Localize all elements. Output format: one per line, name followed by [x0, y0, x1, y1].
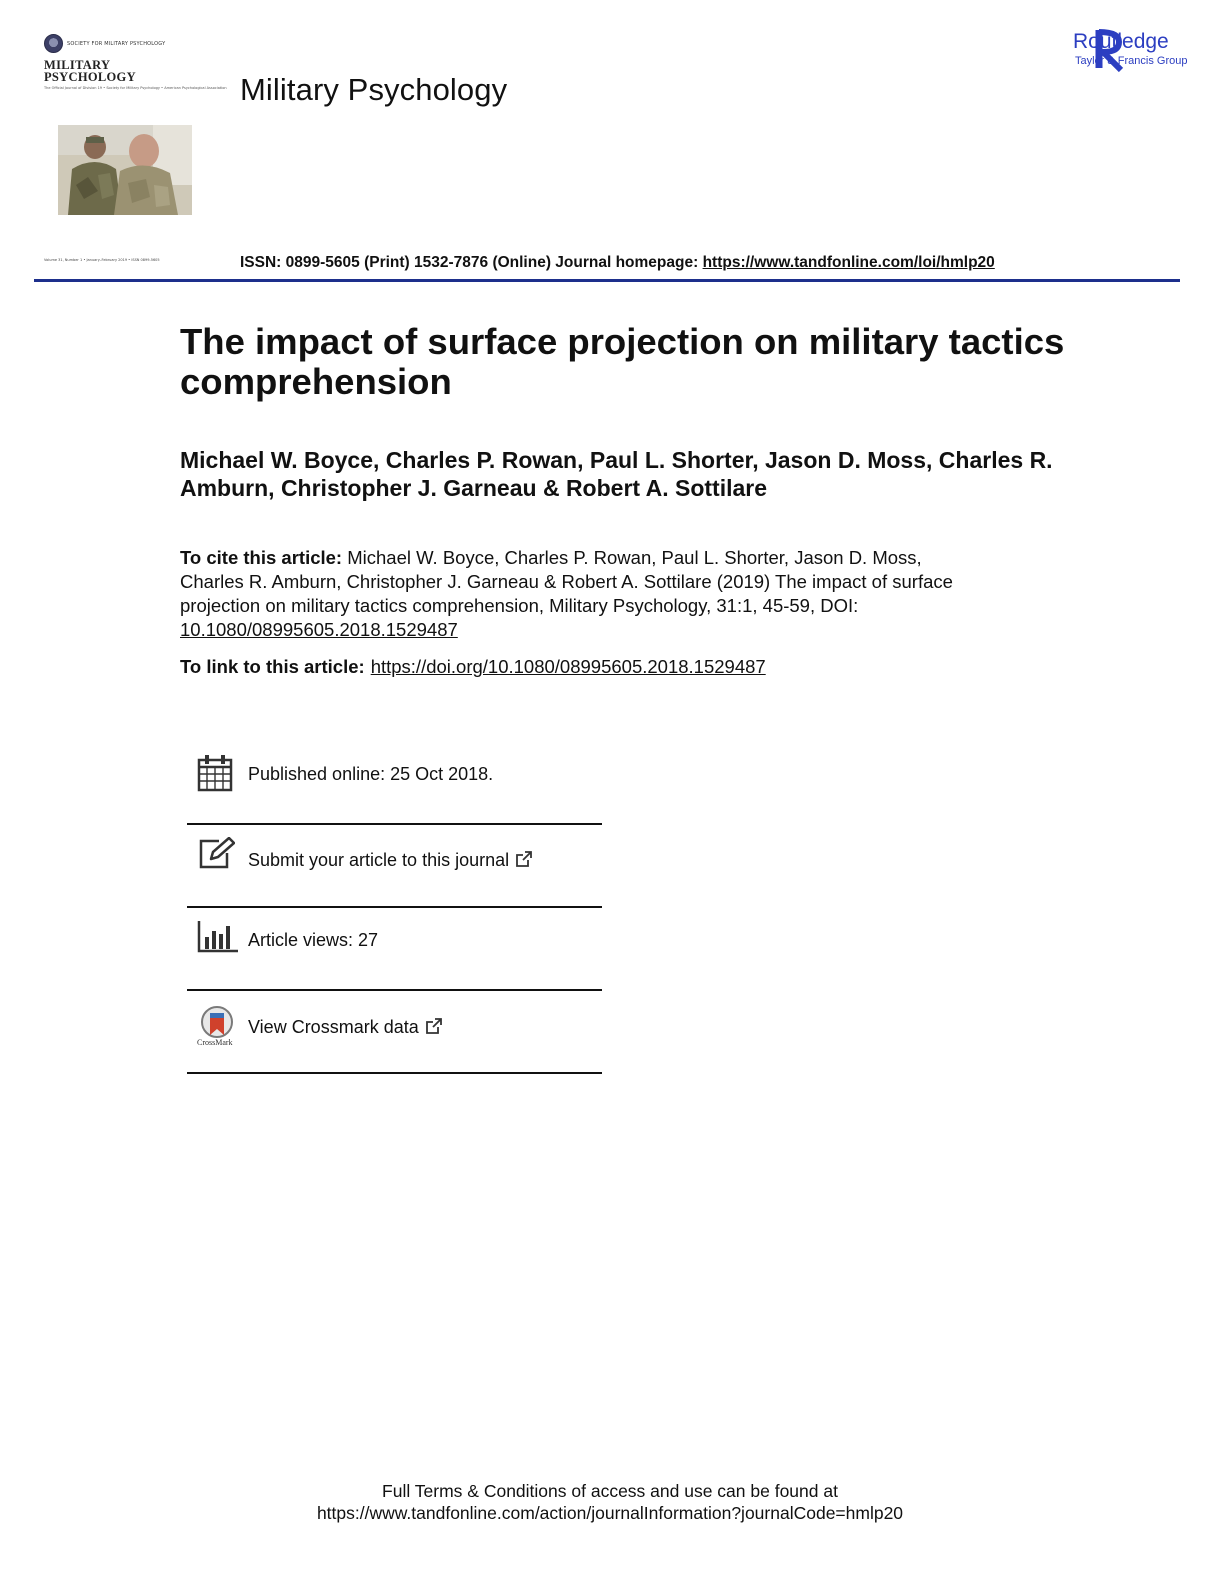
footer-terms-text: Full Terms & Conditions of access and use can be found at	[382, 1481, 838, 1501]
crossmark-row[interactable]	[187, 1005, 602, 1055]
cover-masthead	[44, 59, 204, 83]
published-date: Published online: 25 Oct 2018.	[248, 764, 494, 784]
article-authors: Michael W. Boyce, Charles P. Rowan, Paul L. Shorter, Jason D. Moss, Charles R. Amburn, Christopher J. Garneau & Robert A. Sottilare	[180, 447, 1053, 501]
article-doi-link[interactable]: https://doi.org/10.1080/08995605.2018.1529487	[370, 656, 766, 677]
info-divider	[187, 906, 602, 908]
citation-doi-link[interactable]: 10.1080/08995605.2018.1529487	[180, 619, 458, 640]
masthead-line-2: PSYCHOLOGY	[44, 70, 136, 84]
footer-terms-link[interactable]: https://www.tandfonline.com/action/journalInformation?journalCode=hmlp20	[316, 1503, 904, 1523]
edit-icon	[197, 837, 235, 871]
submit-row[interactable]	[187, 835, 602, 885]
submit-article-label: Submit your article to this journal	[248, 850, 510, 870]
issn-text: ISSN: 0899-5605 (Print) 1532-7876 (Online) Journal homepage:	[240, 254, 703, 271]
published-row	[187, 752, 602, 802]
journal-homepage-link[interactable]: https://www.tandfonline.com/loi/hmlp20	[702, 254, 995, 271]
society-seal-logo	[44, 34, 63, 53]
info-divider	[187, 1072, 602, 1074]
publisher-group: Taylor & Francis Group	[1075, 55, 1188, 67]
info-divider	[187, 823, 602, 825]
views-row	[187, 918, 602, 968]
article-link-line	[180, 656, 766, 678]
crossmark-label: View Crossmark data	[248, 1017, 419, 1037]
citation-block	[180, 546, 980, 642]
cover-volume-line: Volume 31, Number 1 • January–February 2019 • ISSN 0899-5605	[44, 258, 160, 262]
issn-line	[240, 254, 995, 272]
society-name: SOCIETY FOR MILITARY PSYCHOLOGY	[67, 40, 166, 47]
citation-text: Michael W. Boyce, Charles P. Rowan, Paul L. Shorter, Jason D. Moss, Charles R. Amburn, Christopher J. Garneau & Robert A. Sottilare (2019) The impact of surface projection on military tactics comprehension, Military Psychology, 31:1, 45-59, DOI:	[180, 547, 953, 616]
publisher-name: Routledge	[1073, 30, 1169, 53]
external-link-icon	[515, 850, 533, 868]
submit-article-link[interactable]	[248, 850, 533, 871]
calendar-icon	[197, 754, 233, 792]
crossmark-logo-text: CrossMark	[197, 1038, 233, 1047]
external-link-icon	[425, 1017, 443, 1035]
info-divider	[187, 989, 602, 991]
society-header	[44, 34, 204, 53]
citation-label: To cite this article:	[180, 547, 343, 568]
header-divider	[34, 279, 1180, 282]
cover-photo	[58, 125, 192, 215]
journal-title: Military Psychology	[240, 72, 508, 107]
masthead-line-1: MILITARY	[44, 58, 111, 72]
masthead-tagline: The Official Journal of Division 19 • Society for Military Psychology • American Psychological Association	[44, 86, 227, 90]
bar-chart-icon	[197, 921, 239, 953]
footer	[0, 1480, 1220, 1524]
journal-cover	[44, 34, 227, 90]
article-link-label: To link to this article:	[180, 656, 365, 677]
crossmark-link[interactable]	[248, 1017, 443, 1038]
article-title: The impact of surface projection on military tactics comprehension	[180, 321, 1065, 402]
article-views: Article views: 27	[248, 930, 379, 950]
